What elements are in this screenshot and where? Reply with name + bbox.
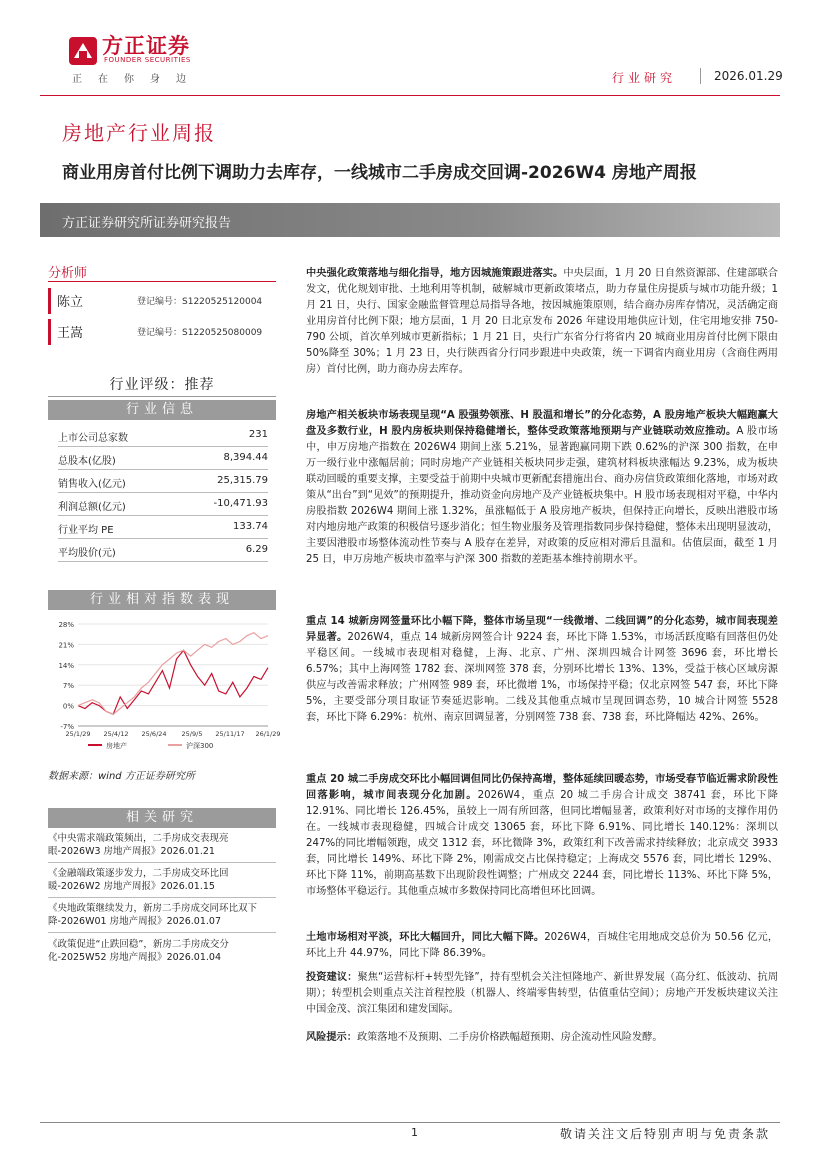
analyst-entry	[48, 319, 279, 345]
body-paragraph	[306, 930, 778, 962]
related-research-heading: 相关研究	[48, 808, 276, 828]
paragraph-lead: 房地产相关板块市场表现呈现“A 股强势领涨、H 股温和增长”的分化态势，A 股房地产板块大幅跑赢大盘及多数行业，H 股内房板块则保持稳健增长，整体受政策落地预期与产业链联动效应推动。	[306, 410, 778, 437]
rating-rule	[48, 396, 276, 397]
info-value: 133.74	[233, 521, 268, 532]
paragraph-lead: 土地市场相对平淡，环比大幅回升，同比大幅下降。	[306, 932, 545, 943]
analyst-name: 陈立	[57, 295, 84, 310]
header-date: 2026.01.29	[714, 69, 783, 83]
info-label: 平均股价(元)	[58, 548, 116, 559]
x-tick-label: 25/1/29	[65, 730, 91, 738]
related-item[interactable]: 《政策促进“止跌回稳”，新房二手房成交分化-2025W52 房地产周报》2026.01.04	[48, 939, 229, 963]
analyst-reg: 登记编号：S1220525120004	[137, 297, 263, 307]
analyst-reg: 登记编号：S1220525080009	[137, 328, 263, 338]
y-tick-label: 21%	[58, 641, 74, 650]
report-title: 商业用房首付比例下调助力去库存，一线城市二手房成交回调-2026W4 房地产周报	[62, 163, 697, 183]
slogan: 正在你身边	[72, 74, 202, 85]
related-divider	[48, 862, 276, 863]
page-number: 1	[411, 1126, 418, 1139]
info-row	[58, 424, 268, 447]
paragraph-text: 2026W4，百城住宅用地成交总价为 50.56 亿元，环比上升 44.97%，同比下降 86.39%。	[306, 932, 779, 959]
industry-info-heading: 行业信息	[48, 400, 276, 420]
paragraph-text: 聚焦“运营标杆+转型先锋”，持有型机会关注恒隆地产、新世界发展（高分红、低波动、抗周期）；转型机会则重点关注首程控股（机器人、终端零售转型，估值重估空间）；房地产开发板块建议关注中国金茂、滨江集团和建发国际。	[306, 972, 779, 1015]
header-rule	[40, 95, 780, 96]
chart-heading: 行业相对指数表现	[48, 590, 276, 610]
info-row	[58, 493, 268, 516]
paragraph-text: 中央层面，1 月 20 日自然资源部、住建部联合发文，优化规划审批、土地利用等机制，破解城市更新政策堵点，助力存量住房提质与城市功能升级；1 月 21 日，央行、国家金融监督管理总局指导各地，按因城施策原则，结合商办房库存情况，灵活确定商业用房首付比例下限；地方层面，1 月 20 日北京发布 2026 年建设用地供应计划，住宅用地安排 750-790 公顷，首次单列城市更新指标；1 月 21 日，央行广东省分行将省内 20 城商业用房首付比例下限由 50%降至 30%；1 月 23 日，央行陕西省分行同步跟进中央政策，统一下调省内商业用房（含商住两用房）首付比例，助力商办房去库存。	[306, 268, 778, 375]
paragraph-text: A 股市场中，申万房地产指数在 2026W4 期间上涨 5.21%，显著跑赢同期下跌 0.62%的沪深 300 指数，在申万一级行业中涨幅居前；同时房地产产业链相关板块同步走强，建筑材料板块涨幅达 9.23%，成为板块联动回暖的重要支撑，主要受益于前期中央城市更新配套措施出台、商办房信贷政策细化落地，市场对政策从“出台”到“见效”的预期提升，推动资金向房地产及产业链板块集中。H 股市场表现相对平稳，中华内房股指数 2026W4 期间上涨 1.32%，虽涨幅低于 A 股房地产板块，但保持正向增长，反映出港股市场对内地房地产政策的积极信号逐步消化；恒生物业服务及管理指数同步保持稳健，整体未出现明显波动，主要因港股市场整体流动性节奏与 A 股存在差异，对政策的反应相对滞后且温和。估值层面，截至 1 月 25 日，申万房地产板块市盈率与沪深 300 指数的差距基本维持前期水平。	[306, 426, 778, 565]
info-value: -10,471.93	[213, 498, 268, 509]
report-category: 房地产行业周报	[62, 121, 216, 145]
analyst-name: 王嵩	[57, 326, 84, 341]
legend-label: 房地产	[106, 742, 127, 750]
x-tick-label: 25/11/17	[215, 730, 245, 738]
related-item[interactable]: 《金融端政策逐步发力，二手房成交环比回暖-2026W2 房地产周报》2026.01.15	[48, 868, 229, 892]
analyst-heading: 分析师	[48, 266, 88, 281]
info-label: 利润总额(亿元)	[58, 502, 126, 513]
body-paragraph	[306, 614, 778, 726]
paragraph-text: 2026W4，重点 14 城新房网签合计 9224 套，环比下降 1.53%，市场活跃度略有回落但仍处平稳区间。一线城市表现相对稳健，上海、北京、广州、深圳四城合计网签 3696 套，环比增长 6.57%；其中上海网签 1782 套、深圳网签 378 套，分别环比增长 13%、13%，受益于核心区域房源供应与改善需求释放；广州网签 989 套，环比微增 1%，市场保持平稳；仅北京网签 547 套，环比下降 5%，主要受部分项目取证节奏延迟影响。二线及其他重点城市呈现回调态势，10 城合计网签 5528 套，环比下降 6.29%：杭州、南京回调显著，分别网签 738 套、738 套，环比降幅达 42%、26%。	[306, 632, 778, 723]
header-report-type: 行业研究	[612, 71, 677, 85]
info-label: 上市公司总家数	[58, 433, 128, 444]
industry-rating: 行业评级：推荐	[109, 377, 215, 393]
info-row	[58, 516, 268, 539]
legend-label: 沪深300	[186, 742, 214, 750]
y-tick-label: 28%	[58, 621, 74, 629]
risk-warning	[306, 1030, 778, 1046]
series-line	[78, 650, 268, 714]
paragraph-text: 2026W4，重点 20 城二手房合计成交 38741 套，环比下降 12.91%、同比增长 126.45%，虽较上一周有所回落，但同比增幅显著，政策利好对市场的支撑作用仍在。一线城市表现稳健，四城合计成交 13065 套，环比下降 6.91%、同比增长 140.12%：深圳以 247%的同比增幅领跑，成交 1312 套，环比微降 3%，政策红利下改善需求持续释放；北京成交 3933 套，同比增长 149%、环比下降 2%，刚需成交占比保持稳定；上海成交 5576 套，同比增长 129%、环比下降 11%，前期高基数下出现阶段性调整；广州成交 2244 套，同比增长 113%、环比下降 5%，市场整体平稳运行。其他重点城市多数保持同比高增但环比回调。	[306, 790, 778, 897]
y-tick-label: 0%	[62, 702, 74, 711]
disclaimer-note: 敬请关注文后特别声明与免责条款	[560, 1127, 771, 1141]
relative-index-chart	[48, 616, 281, 756]
x-tick-label: 25/4/12	[103, 730, 129, 738]
info-value: 231	[248, 429, 268, 440]
related-divider	[48, 897, 276, 898]
related-divider	[48, 932, 276, 933]
paragraph-lead: 投资建议：	[306, 972, 358, 983]
analyst-entry	[48, 288, 279, 314]
paragraph-lead: 风险提示：	[306, 1032, 357, 1043]
footer-rule	[40, 1122, 780, 1123]
analyst-rule	[48, 281, 276, 282]
x-tick-label: 25/6/24	[141, 730, 167, 738]
paragraph-lead: 重点 14 城新房网签量环比小幅下降，整体市场呈现“一线微增、二线回调”的分化态势，城市间表现差异显著。	[306, 616, 778, 643]
info-row	[58, 539, 268, 562]
info-value: 6.29	[245, 544, 268, 555]
y-tick-label: -7%	[60, 723, 74, 731]
related-item[interactable]: 《央地政策继续发力，新房二手房成交同环比双下降-2026W01 房地产周报》2026.01.07	[48, 903, 258, 927]
founder-logo-icon	[68, 36, 98, 66]
body-paragraph	[306, 266, 778, 378]
investment-advice	[306, 970, 778, 1018]
body-paragraph	[306, 408, 778, 568]
info-label: 总股本(亿股)	[58, 456, 116, 467]
x-tick-label: 26/1/29	[255, 730, 281, 738]
x-tick-label: 25/9/5	[181, 730, 203, 738]
logo-text: 方正证券	[102, 34, 190, 58]
info-row	[58, 470, 268, 493]
paragraph-lead: 中央强化政策落地与细化指导，地方因城施策跟进落实。	[306, 268, 564, 279]
logo-english: FOUNDER SECURITIES	[104, 56, 191, 64]
body-paragraph	[306, 772, 778, 900]
paragraph-lead: 重点 20 城二手房成交环比小幅回调但同比仍保持高增，整体延续回暖态势，市场受春节临近需求阶段性回落影响，城市间表现分化加剧。	[306, 774, 778, 801]
info-value: 8,394.44	[223, 452, 268, 463]
info-row	[58, 447, 268, 470]
paragraph-text: 政策落地不及预期、二手房价格跌幅超预期、房企流动性风险发酵。	[356, 1032, 663, 1043]
info-value: 25,315.79	[217, 475, 268, 486]
org-banner	[40, 203, 780, 237]
org-banner-text: 方正证券研究所证券研究报告	[62, 216, 232, 231]
info-label: 行业平均 PE	[58, 525, 114, 536]
header-divider	[700, 68, 701, 84]
info-label: 销售收入(亿元)	[58, 479, 126, 490]
related-item[interactable]: 《中央需求端政策频出，二手房成交表现亮眼-2026W3 房地产周报》2026.01.21	[48, 833, 229, 857]
y-tick-label: 7%	[62, 682, 74, 691]
y-tick-label: 14%	[58, 661, 74, 670]
data-source: 数据来源：wind 方正证券研究所	[48, 771, 195, 782]
